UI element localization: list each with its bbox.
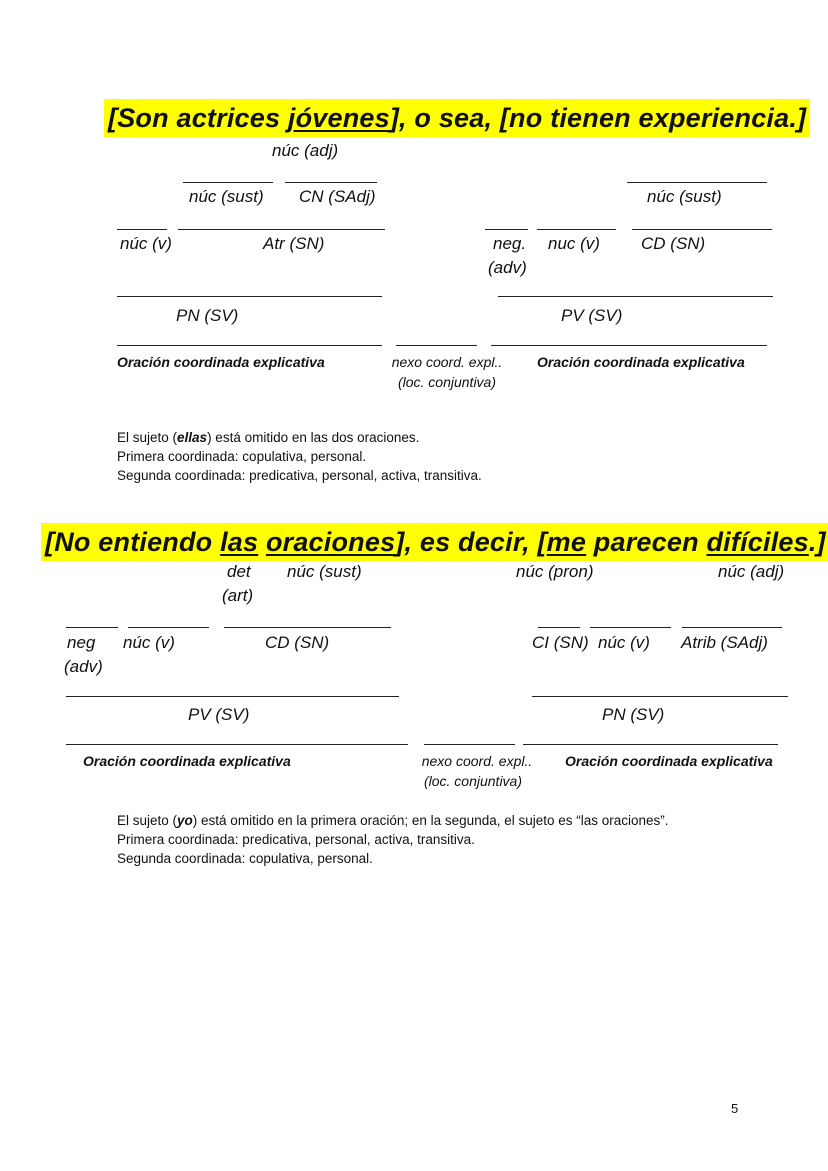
label-nuc-sust: núc (sust) xyxy=(189,187,264,206)
label-nuc-v: núc (v) xyxy=(123,633,175,652)
sentence-2-underlined-word: las xyxy=(220,527,259,557)
analysis-line xyxy=(117,345,382,346)
analysis-line xyxy=(66,627,118,628)
note-primera: Primera coordinada: copulativa, personal. xyxy=(117,449,367,464)
note-sujeto: El sujeto (yo) está omitido en la primera oración; en la segunda, el sujeto es “las oraciones”. xyxy=(117,813,669,828)
label-nexo: nexo coord. expl.. xyxy=(421,753,533,769)
analysis-line xyxy=(424,744,515,745)
page-number: 5 xyxy=(731,1101,739,1116)
label-nuc-adj: núc (adj) xyxy=(718,562,785,581)
label-atr: Atr (SN) xyxy=(263,234,325,253)
label-atrib: Atrib (SAdj) xyxy=(681,633,768,652)
label-pv: PV (SV) xyxy=(188,705,250,724)
label-oracion-coordinada: Oración coordinada explicativa xyxy=(83,753,291,769)
analysis-line xyxy=(538,627,580,628)
note-segunda: Segunda coordinada: predicativa, personal, activa, transitiva. xyxy=(117,468,482,483)
note-sujeto: El sujeto (ellas) está omitido en las dos oraciones. xyxy=(117,430,420,445)
label-oracion-coordinada: Oración coordinada explicativa xyxy=(565,753,773,769)
label-nuc-sust: núc (sust) xyxy=(287,562,362,581)
analysis-line xyxy=(396,345,477,346)
note-segunda: Segunda coordinada: copulativa, personal. xyxy=(117,851,373,866)
analysis-line xyxy=(532,696,788,697)
analysis-line xyxy=(117,229,167,230)
sentence-2: [No entiendo las oraciones], es decir, [me parecen difíciles.] xyxy=(41,523,828,561)
sentence-1-part: [Son actrices xyxy=(108,103,288,133)
label-nuc-sust: núc (sust) xyxy=(647,187,722,206)
label-nuc-adj: núc (adj) xyxy=(272,141,339,160)
label-det: det xyxy=(227,562,251,581)
analysis-line xyxy=(224,627,391,628)
analysis-line xyxy=(627,182,767,183)
analysis-line xyxy=(66,744,408,745)
analysis-line xyxy=(178,229,385,230)
analysis-line xyxy=(523,744,778,745)
label-oracion-coordinada: Oración coordinada explicativa xyxy=(117,354,325,370)
label-adv: (adv) xyxy=(64,657,103,676)
label-nuc-v: nuc (v) xyxy=(548,234,600,253)
label-neg: neg. xyxy=(493,234,527,253)
label-pv: PV (SV) xyxy=(561,306,623,325)
analysis-line xyxy=(632,229,772,230)
label-adv: (adv) xyxy=(488,258,527,277)
analysis-line xyxy=(498,296,773,297)
label-art: (art) xyxy=(222,586,254,605)
label-nuc-v: núc (v) xyxy=(120,234,172,253)
note-primera: Primera coordinada: predicativa, personal, activa, transitiva. xyxy=(117,832,475,847)
label-pn: PN (SV) xyxy=(602,705,665,724)
label-nuc-v: núc (v) xyxy=(598,633,650,652)
sentence-1-part: ], o sea, [no tienen experiencia.] xyxy=(389,103,807,133)
label-nexo: nexo coord. expl.. xyxy=(391,354,503,370)
label-cn: CN (SAdj) xyxy=(299,187,376,206)
analysis-line xyxy=(682,627,782,628)
sentence-1 xyxy=(104,99,810,137)
analysis-line xyxy=(485,229,528,230)
analysis-line xyxy=(183,182,273,183)
analysis-line xyxy=(117,296,382,297)
sentence-2-underlined-word: difíciles xyxy=(706,527,809,557)
analysis-line xyxy=(128,627,209,628)
label-pn: PN (SV) xyxy=(176,306,239,325)
analysis-line xyxy=(537,229,616,230)
analysis-line xyxy=(285,182,377,183)
sentence-2-underlined-word: oraciones xyxy=(265,527,396,557)
label-oracion-coordinada: Oración coordinada explicativa xyxy=(537,354,745,370)
label-loc-conjuntiva: (loc. conjuntiva) xyxy=(423,773,523,789)
sentence-2-underlined-word: me xyxy=(546,527,587,557)
label-loc-conjuntiva: (loc. conjuntiva) xyxy=(397,374,497,390)
label-ci: CI (SN) xyxy=(532,633,589,652)
label-neg: neg xyxy=(67,633,96,652)
analysis-line xyxy=(590,627,671,628)
label-nuc-pron: núc (pron) xyxy=(516,562,594,581)
analysis-line xyxy=(491,345,767,346)
label-cd: CD (SN) xyxy=(265,633,330,652)
analysis-line xyxy=(66,696,399,697)
sentence-1-underlined-word: jóvenes xyxy=(287,103,390,133)
label-cd: CD (SN) xyxy=(641,234,706,253)
